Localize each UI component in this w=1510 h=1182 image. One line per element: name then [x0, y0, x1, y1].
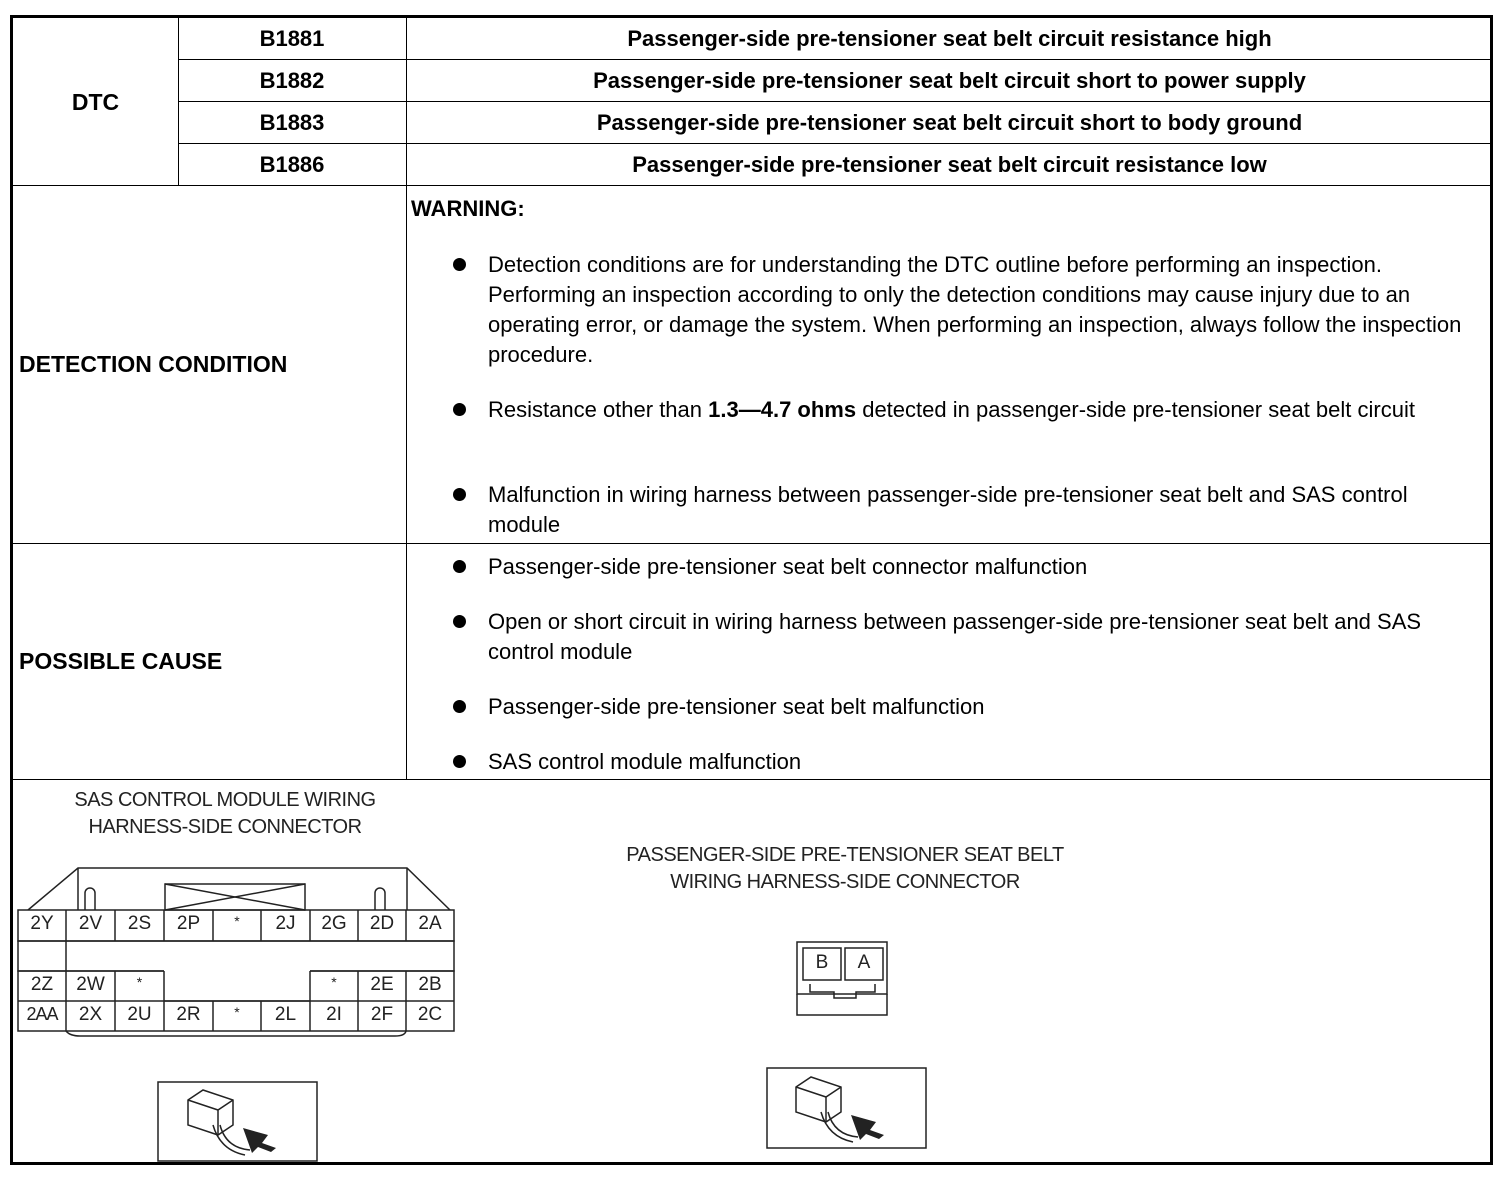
- caption-line: HARNESS-SIDE CONNECTOR: [88, 816, 362, 838]
- bullet-text: Malfunction in wiring harness between passenger-side pre-tensioner seat belt and SAS control module: [488, 482, 1408, 537]
- pin-label: 2V: [78, 913, 103, 934]
- pin-label: 2J: [275, 913, 296, 934]
- bullet-text: SAS control module malfunction: [488, 749, 802, 774]
- detection-condition-label: DETECTION CONDITION: [19, 351, 288, 377]
- pin-label: 2B: [418, 974, 442, 995]
- pin-label: 2Z: [30, 974, 54, 995]
- bullet-text-prefix: Resistance other than: [488, 397, 709, 422]
- dtc-description: Passenger-side pre-tensioner seat belt circuit resistance low: [632, 152, 1267, 177]
- dtc-code: B1882: [259, 68, 325, 93]
- caption-line: PASSENGER-SIDE PRE-TENSIONER SEAT BELT: [626, 844, 1064, 866]
- dtc-description: Passenger-side pre-tensioner seat belt circuit short to power supply: [593, 68, 1306, 93]
- pin-label: 2AA: [26, 1004, 58, 1024]
- pin-label: 2X: [78, 1004, 103, 1025]
- dtc-label: DTC: [71, 88, 120, 115]
- pin-label: 2R: [176, 1004, 201, 1025]
- pin-label: 2G: [321, 913, 347, 934]
- resistance-value: 1.3—4.7 ohms: [708, 397, 857, 422]
- pin-label: B: [815, 952, 829, 973]
- pin-label: 2S: [127, 913, 152, 934]
- bullet-text: Passenger-side pre-tensioner seat belt malfunction: [488, 694, 985, 719]
- pin-label: A: [857, 952, 871, 973]
- dtc-code: B1886: [259, 152, 325, 177]
- pin-label: 2I: [326, 1004, 342, 1025]
- caption-line: SAS CONTROL MODULE WIRING: [74, 789, 376, 811]
- pin-label: 2C: [417, 1004, 443, 1025]
- possible-cause-label: POSSIBLE CAUSE: [19, 648, 223, 674]
- bullet-text-suffix: detected in passenger-side pre-tensioner seat belt circuit: [856, 397, 1415, 422]
- pin-label: *: [234, 913, 240, 929]
- view-direction-icon: [767, 1068, 926, 1148]
- pin-label: *: [234, 1004, 240, 1020]
- dtc-code: B1881: [259, 26, 325, 51]
- caption-line: WIRING HARNESS-SIDE CONNECTOR: [670, 871, 1020, 893]
- pin-label: 2E: [370, 974, 394, 995]
- dtc-description: Passenger-side pre-tensioner seat belt circuit resistance high: [627, 26, 1272, 51]
- pin-label: 2Y: [30, 913, 54, 934]
- dtc-code: B1883: [259, 110, 325, 135]
- warning-title: WARNING:: [411, 196, 525, 221]
- view-direction-icon: [158, 1082, 317, 1161]
- bullet-text: Open or short circuit in wiring harness between passenger-side pre-tensioner seat belt and SAS control module: [488, 609, 1422, 664]
- pin-label: 2L: [274, 1004, 297, 1025]
- pin-label: 2F: [370, 1004, 394, 1025]
- pin-label: 2A: [418, 913, 442, 934]
- bullet-text: Detection conditions are for understanding the DTC outline before performing an inspection. Performing an inspection according to only the detection conditions may cause injury due to an operating error, or damage the system. When performing an inspection, always follow the inspection procedure.: [488, 252, 1462, 367]
- pin-label: 2W: [76, 974, 105, 995]
- pin-label: *: [331, 974, 337, 990]
- bullet-text: Passenger-side pre-tensioner seat belt connector malfunction: [488, 554, 1088, 579]
- pin-label: 2P: [176, 913, 201, 934]
- pin-label: 2D: [369, 913, 395, 934]
- pin-label: *: [136, 974, 143, 990]
- dtc-description: Passenger-side pre-tensioner seat belt circuit short to body ground: [596, 110, 1303, 135]
- pin-label: 2U: [127, 1004, 152, 1025]
